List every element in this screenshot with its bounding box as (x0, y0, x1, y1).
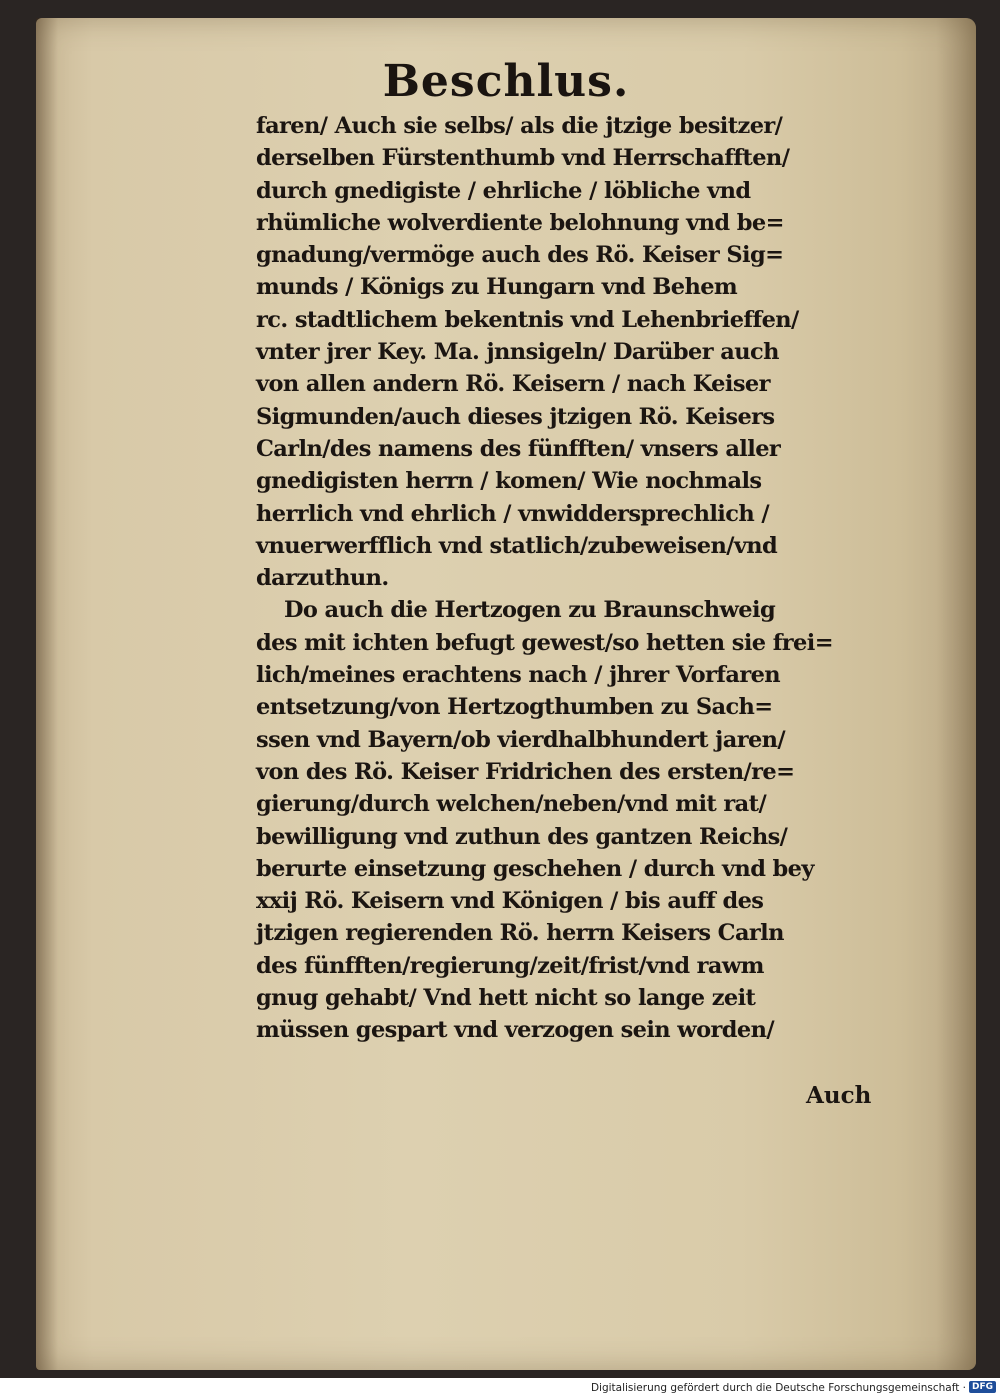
text-line: rhümliche wolverdiente belohnung vnd be= (256, 209, 784, 236)
text-line: Sigmunden/auch dieses jtzigen Rö. Keisers (256, 403, 775, 430)
text-line: darzuthun. (256, 565, 389, 592)
text-line: vnter jrer Key. Ma. jnnsigeln/ Darüber auch (256, 339, 779, 366)
text-line: von allen andern Rö. Keisern / nach Keiser (256, 371, 770, 398)
dfg-logo-icon: DFG (969, 1381, 996, 1393)
text-line: berurte einsetzung geschehen / durch vnd bey (256, 855, 814, 882)
gutter-shadow (36, 18, 58, 1370)
text-line: ssen vnd Bayern/ob vierdhalbhundert jaren/ (256, 726, 786, 753)
text-line: lich/meines erachtens nach / jhrer Vorfaren (256, 662, 781, 689)
text-line: gnadung/vermöge auch des Rö. Keiser Sig= (256, 242, 784, 269)
text-line: müssen gespart vnd verzogen sein worden/ (256, 1017, 774, 1044)
book-page (36, 18, 976, 1370)
text-line: entsetzung/von Hertzogthumben zu Sach= (256, 694, 773, 721)
text-line: bewilligung vnd zuthun des gantzen Reichs/ (256, 823, 788, 850)
text-line: herrlich vnd ehrlich / vnwiddersprechlich / (256, 500, 769, 527)
text-line: rc. stadtlichem bekentnis vnd Lehenbrieffen/ (256, 306, 799, 333)
text-line: jtzigen regierenden Rö. herrn Keisers Carln (256, 920, 784, 947)
page-heading: Beschlus. (382, 56, 630, 107)
text-line: Carln/des namens des fünfften/ vnsers aller (256, 435, 781, 462)
page-edge-shadow (936, 18, 976, 1370)
text-line: durch gnedigiste / ehrliche / löbliche vnd (256, 177, 751, 204)
footer-credit: Digitalisierung gefördert durch die Deutsche Forschungsgemeinschaft · (590, 1382, 966, 1394)
text-line: gierung/durch welchen/neben/vnd mit rat/ (256, 791, 767, 818)
text-line: Do auch die Hertzogen zu Braunschweig (284, 597, 776, 624)
text-line: munds / Königs zu Hungarn vnd Behem (256, 274, 738, 301)
text-line: derselben Fürstenthumb vnd Herrschafften/ (256, 145, 790, 172)
text-line: von des Rö. Keiser Fridrichen des ersten/re= (256, 758, 795, 785)
text-line: des fünfften/regierung/zeit/frist/vnd rawm (256, 952, 764, 979)
text-line: gnedigisten herrn / komen/ Wie nochmals (256, 468, 762, 495)
footer-bar (0, 1378, 1000, 1398)
text-line: xxij Rö. Keisern vnd Königen / bis auff des (256, 888, 764, 915)
catchword: Auch (806, 1082, 872, 1109)
text-line: gnug gehabt/ Vnd hett nicht so lange zeit (256, 985, 756, 1012)
text-line: des mit ichten befugt gewest/so hetten sie frei= (256, 629, 833, 656)
text-line: faren/ Auch sie selbs/ als die jtzige besitzer/ (256, 113, 783, 139)
text-line: vnuerwerfflich vnd statlich/zubeweisen/vnd (256, 532, 778, 559)
body-text (256, 110, 896, 1047)
